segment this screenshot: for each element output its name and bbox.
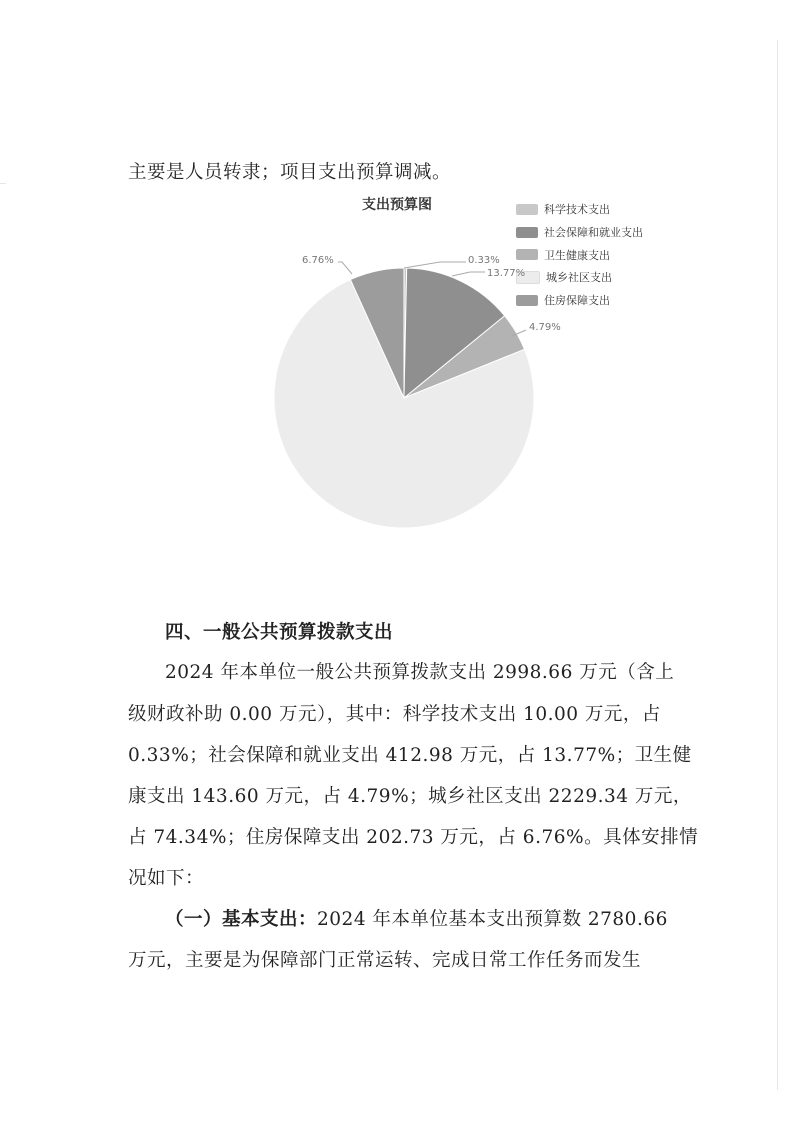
slice-label-health: 4.79% <box>529 322 561 333</box>
intro-line: 主要是人员转隶；项目支出预算调减。 <box>128 162 452 183</box>
subsection-text: 2024 年本单位基本支出预算数 2780.66 <box>317 909 668 930</box>
slice-label-science: 0.33% <box>468 255 500 266</box>
chart-title: 支出预算图 <box>362 197 432 213</box>
scan-edge-mark <box>777 40 778 1090</box>
legend-item <box>516 221 643 244</box>
leader-line-housing <box>338 262 352 274</box>
subsection-label: （一）基本支出： <box>165 909 318 930</box>
legend-label: 卫生健康支出 <box>544 248 610 262</box>
legend-swatch <box>516 249 538 260</box>
legend-swatch <box>516 204 538 215</box>
scan-edge-mark <box>0 183 6 184</box>
legend-swatch <box>516 227 538 238</box>
paragraph-line: 况如下： <box>128 868 205 889</box>
slice-label-housing: 6.76% <box>302 255 334 266</box>
legend-label: 社会保障和就业支出 <box>544 226 643 240</box>
legend-item <box>516 243 643 266</box>
legend-item <box>516 289 643 312</box>
legend-label: 城乡社区支出 <box>546 271 612 285</box>
slice-label-social-security: 13.77% <box>487 268 526 279</box>
subsection-line <box>165 905 668 931</box>
leader-line-science <box>404 262 466 268</box>
leader-line-social-security <box>452 272 485 276</box>
legend-label: 科学技术支出 <box>544 203 610 217</box>
legend-item <box>516 266 643 289</box>
chart-legend <box>516 198 643 311</box>
paragraph-line: 0.33%；社会保障和就业支出 412.98 万元，占 13.77%；卫生健 <box>128 745 692 766</box>
paragraph-line: 占 74.34%；住房保障支出 202.73 万元，占 6.76%。具体安排情 <box>128 827 699 848</box>
legend-item <box>516 198 643 221</box>
paragraph-line: 万元，主要是为保障部门正常运转、完成日常工作任务而发生 <box>128 950 642 971</box>
section-heading: 四、一般公共预算拨款支出 <box>165 622 394 643</box>
paragraph-line: 康支出 143.60 万元，占 4.79%；城乡社区支出 2229.34 万元， <box>128 786 692 807</box>
paragraph-line: 2024 年本单位一般公共预算拨款支出 2998.66 万元（含上 <box>165 662 675 683</box>
legend-swatch <box>516 295 538 306</box>
legend-label: 住房保障支出 <box>544 294 610 308</box>
paragraph-line: 级财政补助 0.00 万元），其中：科学技术支出 10.00 万元，占 <box>128 704 661 725</box>
